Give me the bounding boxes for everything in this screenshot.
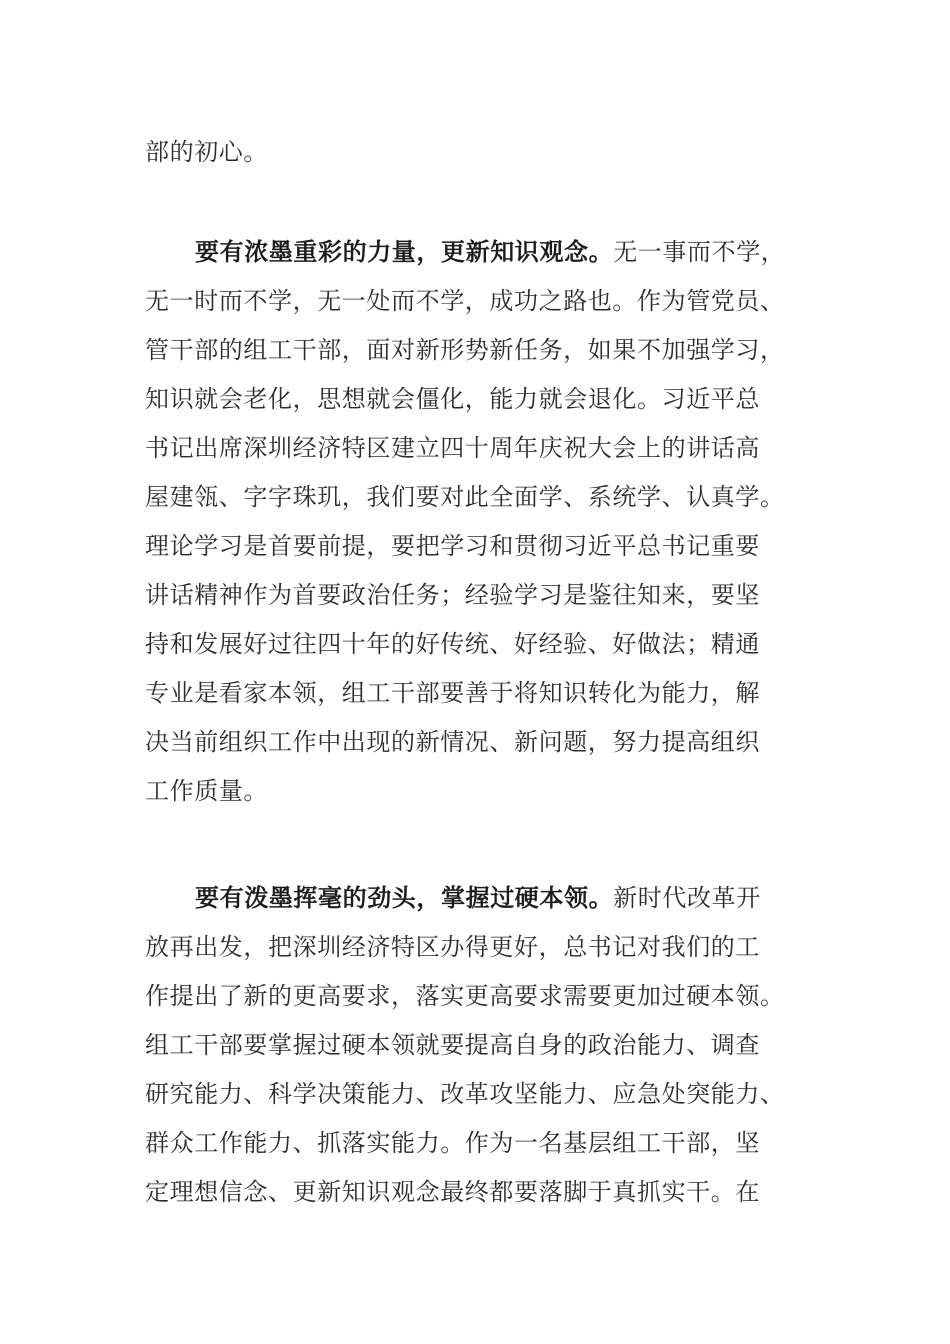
paragraph-lead-bold: 要有泼墨挥毫的劲头，掌握过硬本领。 <box>195 884 614 912</box>
paragraph-lead-bold: 要有浓墨重彩的力量，更新知识观念。 <box>195 238 614 266</box>
body-line: 书记出席深圳经济特区建立四十周年庆祝大会上的讲话高 <box>145 434 760 462</box>
body-line: 无一时而不学，无一处而不学，成功之路也。作为管党员、 <box>145 287 785 315</box>
body-line: 专业是看家本领，组工干部要善于将知识转化为能力，解 <box>145 679 760 707</box>
paragraph-heading-line <box>195 236 785 268</box>
body-line: 持和发展好过往四十年的好传统、好经验、好做法；精通 <box>145 630 760 658</box>
paragraph-heading-line <box>195 882 761 914</box>
body-line: 决当前组织工作中出现的新情况、新问题，努力提高组织 <box>145 728 760 756</box>
body-line: 部的初心。 <box>145 138 268 166</box>
body-line: 作提出了新的更高要求，落实更高要求需要更加过硬本领。 <box>145 982 785 1010</box>
body-line: 放再出发，把深圳经济特区办得更好，总书记对我们的工 <box>145 933 760 961</box>
body-text: 新时代改革开 <box>613 884 761 912</box>
body-line: 知识就会老化，思想就会僵化，能力就会退化。习近平总 <box>145 385 760 413</box>
body-line: 理论学习是首要前提，要把学习和贯彻习近平总书记重要 <box>145 532 760 560</box>
body-line: 管干部的组工干部，面对新形势新任务，如果不加强学习， <box>145 336 785 364</box>
body-line: 群众工作能力、抓落实能力。作为一名基层组工干部，坚 <box>145 1129 760 1157</box>
body-line: 定理想信念、更新知识观念最终都要落脚于真抓实干。在 <box>145 1178 760 1206</box>
body-text: 无一事而不学， <box>613 238 786 266</box>
body-line: 工作质量。 <box>145 777 268 805</box>
body-line: 讲话精神作为首要政治任务；经验学习是鉴往知来，要坚 <box>145 581 760 609</box>
body-line: 研究能力、科学决策能力、改革攻坚能力、应急处突能力、 <box>145 1080 785 1108</box>
body-line: 屋建瓴、字字珠玑，我们要对此全面学、系统学、认真学。 <box>145 483 785 511</box>
body-line: 组工干部要掌握过硬本领就要提高自身的政治能力、调查 <box>145 1031 760 1059</box>
